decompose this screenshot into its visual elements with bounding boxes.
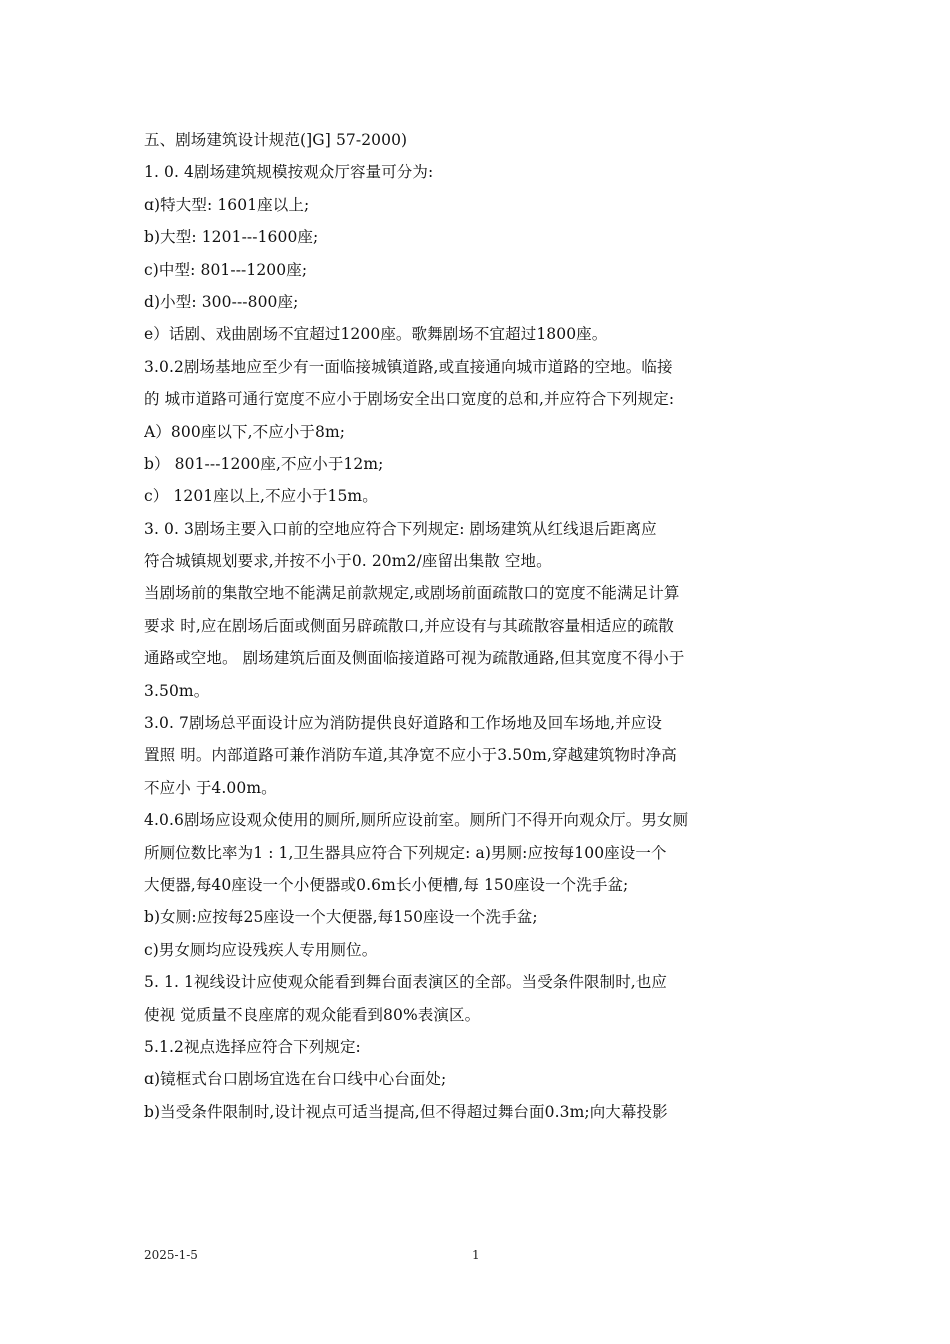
text-line: c） 1201座以上,不应小于15m。 bbox=[144, 487, 378, 506]
text-line: b） 801---1200座,不应小于12m; bbox=[144, 454, 384, 473]
text-line: e）话剧、戏曲剧场不宜超过1200座。歌舞剧场不宜超过1800座。 bbox=[144, 325, 608, 344]
text-line: 所厕位数比率为1 : 1,卫生器具应符合下列规定: a)男厕:应按每100座设一个 bbox=[144, 843, 667, 862]
text-line: b)女厕:应按每25座设一个大便器,每150座设一个洗手盆; bbox=[144, 908, 538, 927]
text-line: c)中型: 801---1200座; bbox=[144, 260, 308, 279]
text-line: 5. 1. 1视线设计应使观众能看到舞台面表演区的全部。当受条件限制时,也应 bbox=[144, 973, 668, 992]
text-line: d)小型: 300---800座; bbox=[144, 292, 299, 311]
text-line: 的 城市道路可通行宽度不应小于剧场安全出口宽度的总和,并应符合下列规定: bbox=[144, 390, 675, 409]
text-line: 五、剧场建筑设计规范(]G] 57-2000) bbox=[144, 131, 408, 149]
text-line: 3.0.2剧场基地应至少有一面临接城镇道路,或直接通向城市道路的空地。临接 bbox=[144, 357, 673, 376]
text-line: 通路或空地。 剧场建筑后面及侧面临接道路可视为疏散通路,但其宽度不得小于 bbox=[144, 649, 685, 668]
text-line: c)男女厕均应设残疾人专用厕位。 bbox=[144, 940, 378, 959]
text-line: A）800座以下,不应小于8m; bbox=[144, 422, 346, 441]
text-line: 使视 觉质量不良座席的观众能看到80%表演区。 bbox=[144, 1005, 481, 1024]
document-body bbox=[144, 124, 808, 1128]
footer-date: 2025-1-5 bbox=[144, 1248, 198, 1262]
text-line: 3.0. 7剧场总平面设计应为消防提供良好道路和工作场地及回车场地,并应设 bbox=[144, 714, 662, 733]
text-line: 置照 明。内部道路可兼作消防车道,其净宽不应小于3.50m,穿越建筑物时净高 bbox=[144, 746, 677, 765]
text-line: 当剧场前的集散空地不能满足前款规定,或剧场前面疏散口的宽度不能满足计算 bbox=[144, 584, 680, 603]
text-line: 不应小 于4.00m。 bbox=[144, 778, 277, 797]
text-line: 要求 时,应在剧场后面或侧面另辟疏散口,并应设有与其疏散容量相适应的疏散 bbox=[144, 616, 674, 635]
text-line: b)大型: 1201---1600座; bbox=[144, 228, 319, 247]
text-line: 3.50m。 bbox=[144, 681, 210, 700]
text-line: ɑ)镜框式台口剧场宜选在台口线中心台面处; bbox=[144, 1070, 447, 1089]
text-line: 1. 0. 4剧场建筑规模按观众厅容量可分为: bbox=[144, 163, 434, 182]
text-line: 3. 0. 3剧场主要入口前的空地应符合下列规定: 剧场建筑从红线退后距离应 bbox=[144, 519, 657, 538]
text-line: 大便器,每40座设一个小便器或0.6m长小便槽,每 150座设一个洗手盆; bbox=[144, 875, 629, 894]
text-line: 5.1.2视点选择应符合下列规定: bbox=[144, 1037, 361, 1056]
footer-page-number: 1 bbox=[472, 1248, 480, 1262]
text-line: 符合城镇规划要求,并按不小于0. 20m2/座留出集散 空地。 bbox=[144, 552, 552, 571]
text-line: 4.0.6剧场应设观众使用的厕所,厕所应设前室。厕所门不得开向观众厅。男女厕 bbox=[144, 811, 689, 830]
text-line: ɑ)特大型: 1601座以上; bbox=[144, 195, 310, 214]
text-line: b)当受条件限制时,设计视点可适当提高,但不得超过舞台面0.3m;向大幕投影 bbox=[144, 1102, 668, 1121]
